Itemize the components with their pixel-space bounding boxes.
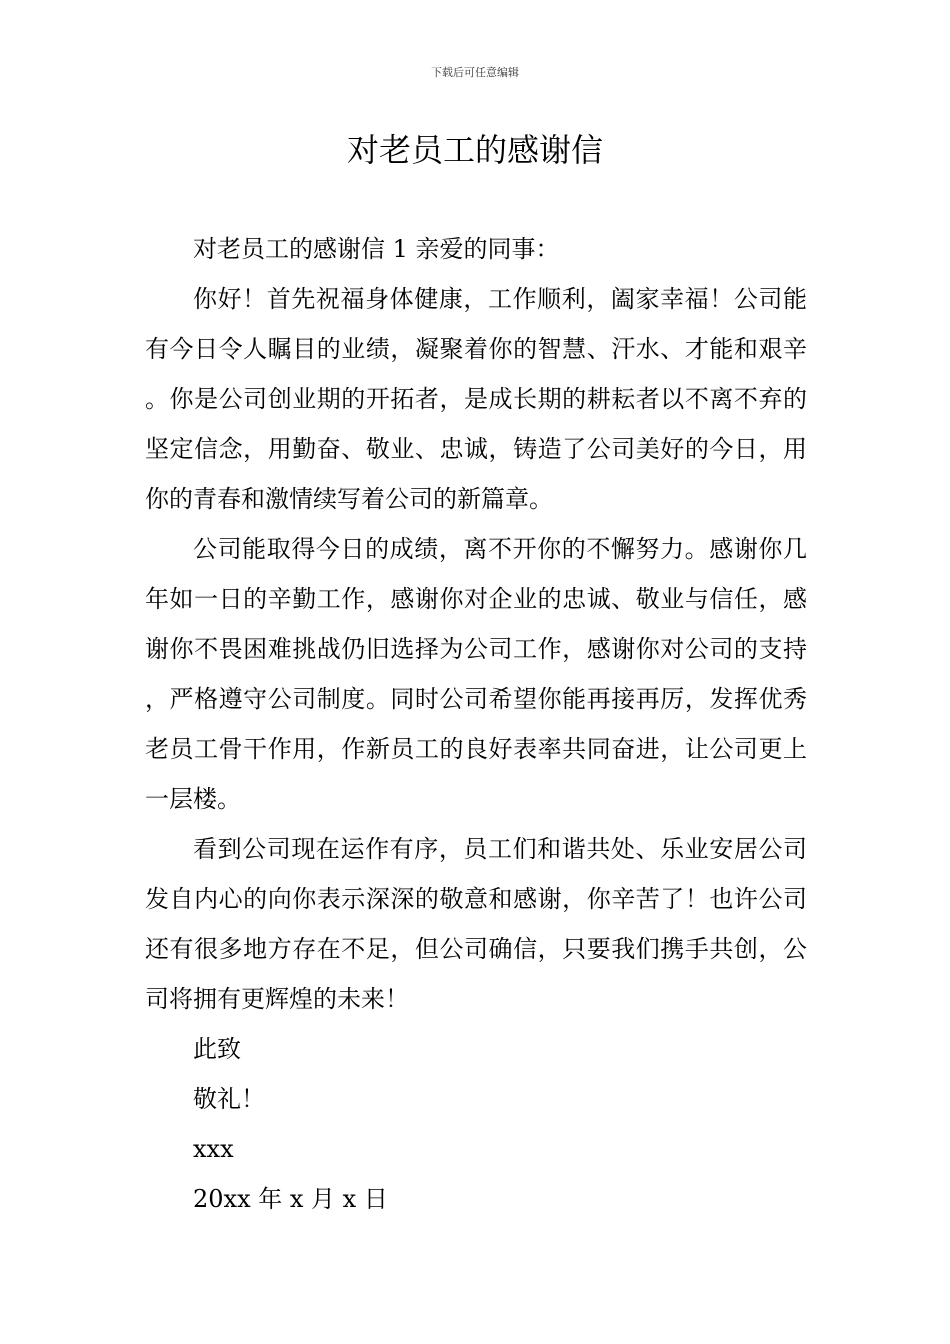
document-title: 对老员工的感谢信 [346, 131, 603, 169]
letter-paragraph-3: 看到公司现在运作有序，员工们和谐共处、乐业安居公司发自内心的向你表示深深的敬意和感谢，你辛苦了！也许公司还有很多地方存在不足，但公司确信，只要我们携手共创，公司将拥有更辉煌的未来！ [145, 835, 807, 1013]
closing-salutation-2: 敬礼！ [193, 1085, 265, 1113]
letter-paragraph-1: 你好！首先祝福身体健康，工作顺利，阖家幸福！公司能有今日令人瞩目的业绩，凝聚着你的智慧、汗水、才能和艰辛。你是公司创业期的开拓者，是成长期的耕耘者以不离不弃的坚定信念，用勤奋、敬业、忠诚，铸造了公司美好的今日，用你的青春和激情续写着公司的新篇章。 [145, 285, 807, 513]
letter-date: 20xx 年 x 月 x 日 [193, 1185, 388, 1213]
letter-body [145, 224, 807, 1224]
header-note: 下载后可任意编辑 [431, 66, 519, 79]
letter-paragraph-2: 公司能取得今日的成绩，离不开你的不懈努力。感谢你几年如一日的辛勤工作，感谢你对企业的忠诚、敬业与信任，感谢你不畏困难挑战仍旧选择为公司工作，感谢你对公司的支持，严格遵守公司制度。同时公司希望你能再接再厉，发挥优秀老员工骨干作用，作新员工的良好表率共同奋进，让公司更上一层楼。 [145, 535, 807, 813]
signature: xxx [193, 1135, 234, 1163]
closing-salutation-1: 此致 [193, 1035, 241, 1063]
letter-greeting: 对老员工的感谢信 1 亲爱的同事： [193, 235, 560, 263]
